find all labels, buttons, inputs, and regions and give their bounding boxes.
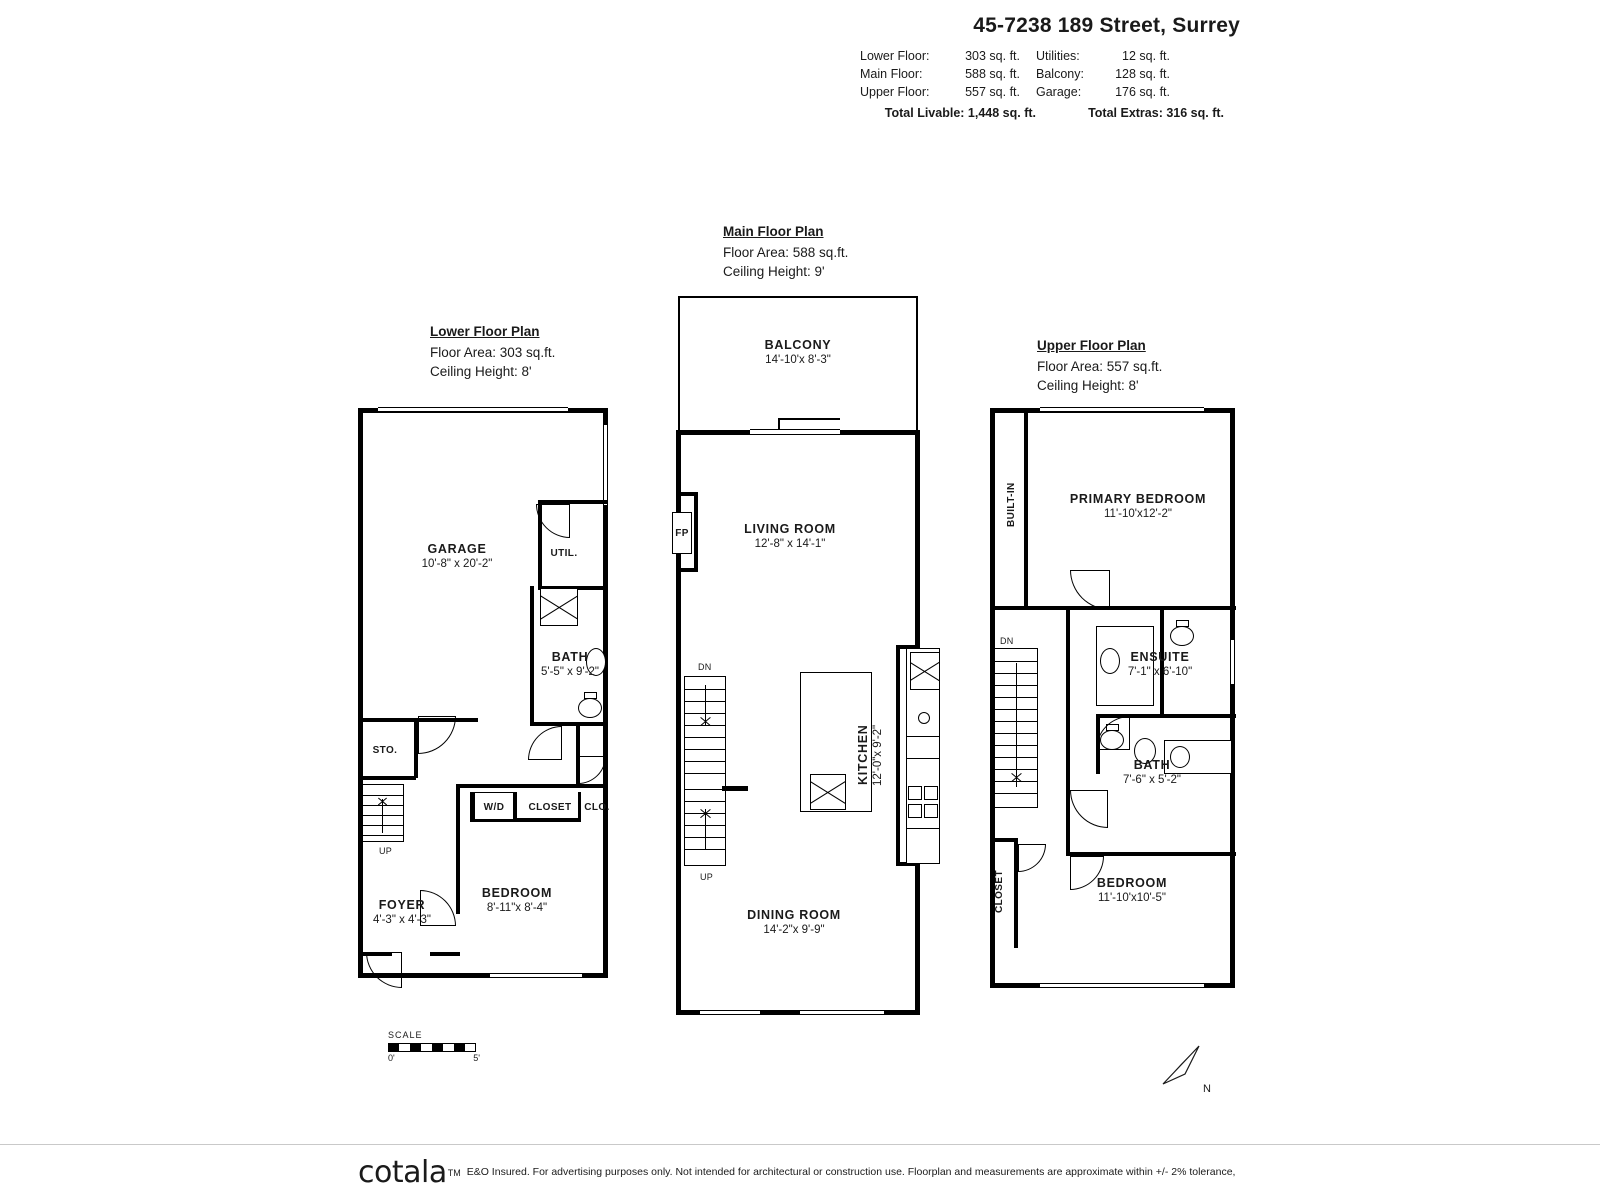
kitchen-counter-line-2 xyxy=(906,758,940,759)
total-extras: Total Extras: 316 sq. ft. xyxy=(1088,106,1224,120)
room-label-kitchen xyxy=(856,700,896,810)
ensuite-toilet-icon xyxy=(1170,626,1194,646)
main-wall-fp-bottom xyxy=(676,568,698,572)
balcony-door-swing-edge xyxy=(778,418,780,430)
area-label-main-floor: Main Floor: xyxy=(860,67,923,81)
main-stairs-dn-label: DN xyxy=(698,662,712,672)
dining-window-left xyxy=(700,1010,760,1015)
upper-floor-ceiling: Ceiling Height: 8' xyxy=(1037,378,1139,393)
area-value-utilities: 12 sq. ft. xyxy=(1122,49,1170,63)
kitchen-burner-icon xyxy=(918,712,930,724)
svg-text:N: N xyxy=(1203,1083,1211,1095)
scale-bar-graphic xyxy=(388,1043,476,1052)
kitchen-appliance-c xyxy=(908,804,922,818)
lower-wall-sto-bottom xyxy=(358,776,416,780)
room-label-clo-lower: CLO. xyxy=(584,802,610,813)
lower-stairs-up-label: UP xyxy=(379,846,393,856)
lower-bath-name: BATH xyxy=(551,650,589,664)
bedroom-upper-window xyxy=(1040,983,1204,988)
kitchen-name: KITCHEN xyxy=(856,724,870,786)
utility-equipment-icon xyxy=(540,588,578,626)
area-value-upper-floor: 557 sq. ft. xyxy=(965,85,1020,99)
kitchen-counter-line-3 xyxy=(906,828,940,829)
builtin-label: BUILT-IN xyxy=(1006,482,1017,528)
garage-window xyxy=(378,407,568,412)
bath-toilet-icon xyxy=(578,698,602,718)
main-floor-plan-heading: Main Floor Plan xyxy=(723,224,824,239)
lower-floor-ceiling: Ceiling Height: 8' xyxy=(430,364,532,379)
upper-wall-closet-top xyxy=(990,838,1018,842)
room-label-foyer xyxy=(356,898,448,928)
bedroom-lower-dims: 8'-11"x 8'-4" xyxy=(486,902,548,914)
footer xyxy=(0,1144,1600,1200)
lower-right-window xyxy=(603,425,608,505)
balcony-door-swing xyxy=(778,418,840,420)
garage-dims: 10'-8" x 20'-2" xyxy=(421,558,493,570)
header xyxy=(860,14,1240,123)
main-floor-ceiling: Ceiling Height: 9' xyxy=(723,264,825,279)
ensuite-name: ENSUITE xyxy=(1130,650,1190,664)
lower-floor-plan-title xyxy=(430,322,555,381)
lower-wall-entry-right xyxy=(430,952,460,956)
compass-rose xyxy=(1155,1040,1225,1100)
lower-wall-sto-right xyxy=(414,718,418,778)
main-stairs xyxy=(684,676,726,866)
lower-floor-area: Floor Area: 303 sq.ft. xyxy=(430,345,556,360)
kitchen-appliance-d xyxy=(924,804,938,818)
cotala-logo: cotala xyxy=(358,1155,447,1190)
lower-wall-bath-bottom xyxy=(530,722,608,726)
upper-floor-plan-heading: Upper Floor Plan xyxy=(1037,338,1146,353)
upper-wall-hall-right xyxy=(1066,606,1070,856)
room-label-upper-bath xyxy=(1092,758,1212,788)
living-dims: 12'-8" x 14'-1" xyxy=(754,538,826,550)
lower-floor-plan-heading: Lower Floor Plan xyxy=(430,324,540,339)
balcony-dims: 14'-10'x 8'-3" xyxy=(765,354,831,366)
upper-wall-builtin xyxy=(1024,410,1028,610)
room-label-bedroom-upper xyxy=(1044,876,1220,906)
upper-wall-closet-right xyxy=(1014,838,1018,948)
main-stairs-landing-wall xyxy=(722,786,748,791)
area-label-upper-floor: Upper Floor: xyxy=(860,85,930,99)
foyer-dims: 4'-3" x 4'-3" xyxy=(373,914,431,926)
ensuite-window xyxy=(1230,640,1235,684)
cooktop-icon xyxy=(810,774,846,810)
dining-name: DINING ROOM xyxy=(747,908,841,922)
property-address: 45-7238 189 Street, Surrey xyxy=(973,14,1240,37)
room-label-living xyxy=(700,522,880,552)
lower-wall-util-top xyxy=(538,500,608,504)
area-label-utilities: Utilities: xyxy=(1036,49,1080,63)
primary-name: PRIMARY BEDROOM xyxy=(1069,492,1207,506)
lower-wall-bedroom-top xyxy=(456,784,608,788)
area-value-balcony: 128 sq. ft. xyxy=(1115,67,1170,81)
main-wall-fp-right xyxy=(694,492,698,572)
area-value-main-floor: 588 sq. ft. xyxy=(965,67,1020,81)
balcony-name: BALCONY xyxy=(764,338,832,352)
area-label-balcony: Balcony: xyxy=(1036,67,1084,81)
foyer-name: FOYER xyxy=(378,898,426,912)
area-value-lower-floor: 303 sq. ft. xyxy=(965,49,1020,63)
area-label-lower-floor: Lower Floor: xyxy=(860,49,930,63)
dining-dims: 14'-2"x 9'-9" xyxy=(763,924,825,936)
area-summary-table xyxy=(860,47,1240,101)
room-label-bedroom-lower xyxy=(458,886,576,916)
ensuite-toilet-tank-icon xyxy=(1176,620,1189,627)
kitchen-dims: 12'-0"x 9'-2" xyxy=(872,724,884,786)
total-livable: Total Livable: 1,448 sq. ft. xyxy=(884,106,1036,120)
closet-upper-label: CLOSET xyxy=(994,870,1005,914)
garage-name: GARAGE xyxy=(427,542,487,556)
primary-bedroom-window xyxy=(1040,407,1204,412)
area-value-garage: 176 sq. ft. xyxy=(1115,85,1170,99)
upper-floor-area: Floor Area: 557 sq.ft. xyxy=(1037,359,1163,374)
kitchen-counter-line-1 xyxy=(906,736,940,737)
main-stairs-up-label: UP xyxy=(700,872,714,882)
upper-bath-dims: 7'-6" x 5'-2" xyxy=(1123,774,1181,786)
upper-floor-plan-title xyxy=(1037,336,1162,395)
bath-toilet-tank-icon xyxy=(584,692,597,699)
room-label-wd: W/D xyxy=(483,802,505,813)
fireplace-label: FP xyxy=(675,528,689,539)
bedroom-lower-name: BEDROOM xyxy=(481,886,553,900)
lower-bottom-window xyxy=(490,973,582,978)
lower-stairs xyxy=(362,784,404,842)
room-label-utility: UTIL. xyxy=(550,548,578,559)
lower-bath-dims: 5'-5" x 9'-2" xyxy=(541,666,599,678)
kitchen-appliance-b xyxy=(924,786,938,800)
scale-caption: SCALE xyxy=(388,1030,423,1040)
main-floor-plan-title xyxy=(723,222,848,281)
room-label-dining xyxy=(700,908,888,938)
upper-bath-name: BATH xyxy=(1133,758,1171,772)
room-label-closet-lower: CLOSET xyxy=(528,802,572,813)
upper-wall-bedroom-top xyxy=(1066,852,1236,856)
main-wall-notch-left xyxy=(896,645,900,865)
totals-row xyxy=(860,104,1240,123)
room-label-primary xyxy=(1040,492,1236,522)
living-name: LIVING ROOM xyxy=(744,522,836,536)
bedroom-upper-dims: 11'-10'x10'-5" xyxy=(1098,892,1166,904)
bedroom-upper-name: BEDROOM xyxy=(1096,876,1168,890)
primary-dims: 11'-10'x12'-2" xyxy=(1104,508,1172,520)
kitchen-appliance-a xyxy=(908,786,922,800)
room-label-ensuite xyxy=(1100,650,1220,680)
trademark-mark: TM xyxy=(447,1167,461,1178)
door-entry xyxy=(366,952,402,988)
disclaimer-text: E&O Insured. For advertising purposes only. Not intended for architectural or construction use. Floorplan and measurements are approximate within +/- 2% tolerance, xyxy=(466,1165,1236,1178)
lower-wall-wd-right xyxy=(514,792,517,822)
main-floor-area: Floor Area: 588 sq.ft. xyxy=(723,245,849,260)
room-label-storage: STO. xyxy=(372,745,398,756)
upper-wall-primary-bottom xyxy=(990,606,1236,610)
scale-end: 5' xyxy=(473,1053,480,1063)
room-label-garage xyxy=(392,542,522,572)
kitchen-sink-icon xyxy=(910,652,940,690)
balcony-door xyxy=(750,429,840,435)
room-label-lower-bath xyxy=(520,650,620,680)
area-label-garage: Garage: xyxy=(1036,85,1082,99)
upper-stairs-dn-label: DN xyxy=(1000,636,1014,646)
upper-stairs xyxy=(994,648,1038,808)
scale-start: 0' xyxy=(388,1053,395,1063)
ensuite-dims: 7'-1" x 6'-10" xyxy=(1127,666,1193,678)
dining-window-right xyxy=(800,1010,884,1015)
scale-bar xyxy=(388,1030,480,1063)
room-label-balcony xyxy=(720,338,876,368)
compass-icon xyxy=(1155,1040,1225,1100)
